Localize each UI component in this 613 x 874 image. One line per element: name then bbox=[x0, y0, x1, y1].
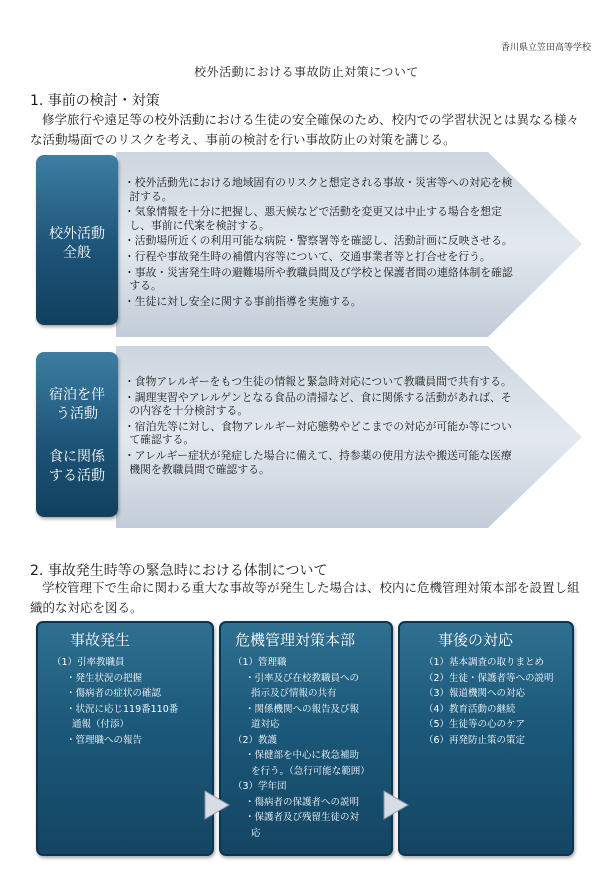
panel-line: （3）学年団 bbox=[233, 781, 287, 792]
panel-title: 事後の対応 bbox=[438, 631, 514, 649]
panel-line: ・発生状況の把握 bbox=[66, 672, 143, 684]
bullet-item: ・ 宿泊先等に対し、食物アレルギー対応態勢やどこまでの対応が可能か等について確認する。 bbox=[124, 420, 519, 447]
overnight-label-line: う活動 bbox=[56, 406, 98, 422]
overnight-label-line: 食に関係 bbox=[49, 449, 105, 465]
general-bullet-list bbox=[124, 176, 519, 310]
overnight-label-line: する活動 bbox=[49, 468, 105, 484]
panel-line: （2）教護 bbox=[233, 734, 278, 746]
panel-line: ・管理職への報告 bbox=[66, 734, 143, 746]
panel-line: （6）再発防止策の策定 bbox=[424, 734, 526, 746]
panel-line: （2）生徒・保護者等への説明 bbox=[424, 672, 554, 684]
panel-line: ・傷病者の症状の確認 bbox=[66, 688, 162, 699]
panel-body bbox=[233, 655, 383, 841]
panel-line: 応 bbox=[251, 827, 261, 839]
panel-line: ・関係機関への報告及び報 bbox=[245, 703, 360, 715]
panel-line: を行う。（急行可能な範囲） bbox=[251, 765, 370, 777]
panel-line: 指示及び情報の共有 bbox=[251, 688, 337, 699]
panel-line: （1）管理職 bbox=[233, 657, 287, 668]
general-label-box bbox=[36, 155, 118, 325]
panel-line: （3）報道機関への対応 bbox=[424, 688, 526, 699]
panel-line: ・保護者及び残留生徒の対 bbox=[245, 812, 360, 823]
panel-incident bbox=[36, 621, 214, 856]
document-title: 校外活動における事故防止対策について bbox=[194, 65, 419, 79]
general-label-line: 校外活動 bbox=[49, 226, 105, 242]
panel-line: （4）教育活動の継続 bbox=[424, 703, 516, 715]
general-label-line: 全般 bbox=[63, 245, 91, 261]
section2-paragraph: 学校管理下で生命に関わる重大な事故等が発生した場合は、校内に危機管理対策本部を設置し組織的な対応を図る。 bbox=[30, 580, 580, 615]
panel-line: ・保健部を中心に救急補助 bbox=[245, 750, 360, 761]
bullet-item: ・ 行程や事故発生時の補償内容等について、交通事業者等と打合せを行う。 bbox=[124, 250, 519, 264]
panel-body bbox=[424, 655, 564, 748]
bullet-item: ・ 活動場所近くの利用可能な病院・警察署等を確認し、活動計画に反映させる。 bbox=[124, 234, 519, 248]
bullet-item: ・ 校外活動先における地域固有のリスクと想定される事故・災害等への対応を検討する。 bbox=[124, 176, 519, 203]
panel-line: ・状況に応じ119番110番 bbox=[66, 703, 179, 715]
bullet-item: ・ アレルギー症状が発症した場合に備えて、持参薬の使用方法や搬送可能な医療機関を教職員間で確認する。 bbox=[124, 449, 519, 476]
chevron-right-icon bbox=[203, 790, 231, 820]
panel-line: （1）基本調査の取りまとめ bbox=[424, 657, 545, 668]
bullet-item: ・ 気象情報を十分に把握し、悪天候などで活動を変更又は中止する場合を想定し、事前に代案を検討する。 bbox=[124, 205, 519, 232]
overnight-label-box bbox=[36, 352, 118, 517]
panel-title: 事故発生 bbox=[70, 631, 131, 649]
panel-crisis-hq bbox=[219, 621, 393, 856]
overnight-label-line: 宿泊を伴 bbox=[49, 387, 105, 403]
panel-line: （5）生徒等の心のケア bbox=[424, 719, 526, 730]
bullet-item: ・ 食物アレルギーをもつ生徒の情報と緊急時対応について教職員間で共有する。 bbox=[124, 375, 519, 389]
panel-title: 危機管理対策本部 bbox=[235, 631, 356, 649]
bullet-item: ・ 調理実習やアレルゲンとなる食品の清掃など、食に関係する活動があれば、その内容を十分検討する。 bbox=[124, 391, 519, 418]
panel-aftermath bbox=[398, 621, 574, 856]
bullet-item: ・ 生徒に対し安全に関する事前指導を実施する。 bbox=[124, 295, 519, 309]
section1-heading: 1. 事前の検討・対策 bbox=[30, 93, 160, 109]
chevron-right-icon bbox=[382, 790, 410, 820]
panel-line: ・傷病者の保護者への説明 bbox=[245, 796, 360, 808]
section2-heading: 2. 事故発生時等の緊急時における体制について bbox=[30, 563, 328, 579]
panel-body bbox=[52, 655, 204, 748]
overnight-bullet-list bbox=[124, 375, 519, 478]
school-name: 香川県立笠田高等学校 bbox=[500, 43, 591, 53]
panel-line: 道対応 bbox=[251, 719, 280, 730]
panel-line: 通報（付添） bbox=[72, 719, 130, 730]
panel-line: ・引率及び在校教職員への bbox=[245, 672, 360, 684]
panel-line: （1）引率教職員 bbox=[52, 657, 125, 668]
section1-paragraph: 修学旅行や遠足等の校外活動における生徒の安全確保のため、校内での学習状況とは異なる様々な活動場面でのリスクを考え、事前の検討を行い事故防止の対策を講じる。 bbox=[30, 112, 580, 147]
bullet-item: ・ 事故・災害発生時の避難場所や教職員間及び学校と保護者間の連絡体制を確認する。 bbox=[124, 266, 519, 293]
